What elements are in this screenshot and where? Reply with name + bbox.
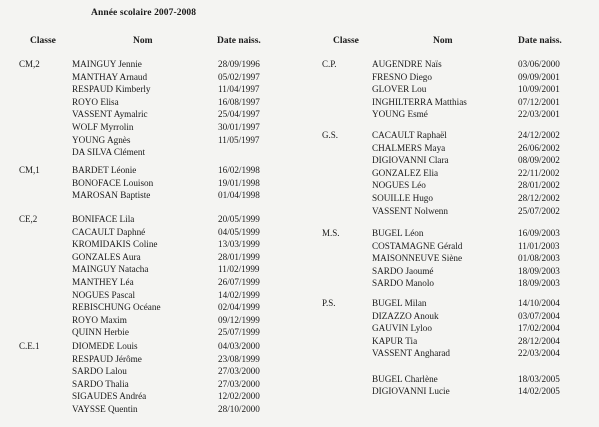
student-name: SARDO Jaoumé — [372, 265, 434, 276]
student-name: MANTHEY Léa — [72, 277, 134, 287]
student-name: DIOMEDE Louis — [72, 341, 138, 351]
class-label: CE,2 — [19, 214, 38, 224]
student-name: DIGIOVANNI Lucie — [372, 386, 450, 397]
student-name: FRESNO Diego — [372, 71, 432, 82]
birth-date: 11/04/1997 — [218, 84, 260, 95]
birth-date: 14/10/2004 — [518, 298, 560, 308]
page-title: Année scolaire 2007-2008 — [91, 8, 197, 18]
student-name: GLOVER Lou — [372, 84, 427, 95]
birth-date: 16/09/2003 — [518, 228, 560, 238]
birth-date: 26/06/2002 — [518, 142, 560, 153]
birth-date: 18/09/2003 — [518, 265, 560, 276]
birth-date: 27/03/2000 — [218, 366, 260, 377]
student-name: ROYO Maxim — [72, 314, 127, 325]
birth-date: 26/07/1999 — [218, 277, 260, 287]
birth-date: 16/02/1998 — [218, 165, 260, 175]
student-name: SIGAUDES Andréa — [72, 391, 147, 402]
birth-date: 25/07/1999 — [218, 327, 260, 338]
student-name: DA SILVA Clément — [72, 147, 145, 158]
birth-date: 11/05/1997 — [218, 134, 260, 145]
student-name: SARDO Manolo — [372, 278, 435, 289]
student-name: GONZALES Aura — [72, 251, 141, 262]
header-classe-left: Classe — [30, 36, 56, 46]
student-name: MAINGUY Natacha — [72, 264, 149, 275]
student-name: BONIFACE Lila — [72, 214, 135, 224]
student-name: DIGIOVANNI Clara — [372, 155, 449, 166]
student-name: WOLF Myrrolin — [72, 122, 134, 132]
birth-date: 18/03/2005 — [518, 373, 560, 384]
student-name: NOGUES Pascal — [72, 289, 136, 300]
birth-date: 28/01/1999 — [218, 251, 260, 262]
student-name: GAUVIN Lyloo — [372, 323, 432, 334]
student-name: BUGEL Charlène — [372, 373, 438, 384]
student-name: VAYSSE Quentin — [72, 404, 138, 414]
birth-date: 09/09/2001 — [518, 71, 560, 82]
header-classe-right: Classe — [333, 36, 359, 46]
birth-date: 28/10/2000 — [218, 404, 260, 414]
header-date-right: Date naiss. — [518, 36, 562, 46]
birth-date: 30/01/1997 — [218, 122, 260, 132]
birth-date: 28/09/1996 — [218, 59, 260, 69]
class-label: CM,1 — [19, 165, 40, 175]
header-nom-left: Nom — [133, 36, 153, 46]
birth-date: 05/02/1997 — [218, 71, 260, 82]
header-date-left: Date naiss. — [217, 36, 261, 46]
student-name: SARDO Lalou — [72, 366, 127, 377]
student-name: INGHILTERRA Matthias — [372, 96, 467, 107]
student-name: SARDO Thalia — [72, 378, 129, 389]
class-label: C.E.1 — [19, 341, 40, 351]
birth-date: 27/03/2000 — [218, 378, 260, 389]
birth-date: 08/09/2002 — [518, 155, 560, 166]
class-label: P.S. — [322, 298, 336, 308]
birth-date: 16/08/1997 — [218, 96, 260, 107]
birth-date: 22/11/2002 — [518, 167, 560, 178]
birth-date: 25/07/2002 — [518, 205, 560, 216]
student-name: MAISONNEUVE Siène — [372, 253, 463, 264]
student-name: DIZAZZO Anouk — [372, 310, 439, 321]
birth-date: 28/12/2004 — [518, 335, 560, 346]
birth-date: 10/09/2001 — [518, 84, 560, 95]
birth-date: 13/03/1999 — [218, 239, 260, 250]
student-name: QUINN Herbie — [72, 327, 129, 338]
class-label: CM,2 — [19, 59, 40, 69]
student-name: BUGEL Milan — [372, 298, 427, 308]
birth-date: 11/02/1999 — [218, 264, 260, 275]
student-name: ROYO Elisa — [72, 96, 119, 107]
student-name: BARDET Léonie — [72, 165, 137, 175]
birth-date: 17/02/2004 — [518, 323, 560, 334]
birth-date: 03/07/2004 — [518, 310, 560, 321]
student-name: VASSENT Nolwenn — [372, 205, 448, 216]
birth-date: 01/04/1998 — [218, 190, 260, 201]
birth-date: 04/03/2000 — [218, 341, 260, 351]
student-name: AUGENDRE Naïs — [372, 59, 442, 69]
birth-date: 14/02/1999 — [218, 289, 260, 300]
student-name: MANTHAY Arnaud — [72, 71, 148, 82]
birth-date: 25/04/1997 — [218, 109, 260, 120]
student-name: YOUNG Agnès — [72, 134, 131, 145]
student-name: YOUNG Esmé — [372, 109, 428, 120]
birth-date: 24/12/2002 — [518, 130, 560, 140]
student-name: CACAULT Raphaël — [372, 130, 447, 140]
student-name: COSTAMAGNE Gérald — [372, 240, 463, 251]
header-nom-right: Nom — [433, 36, 453, 46]
birth-date: 04/05/1999 — [218, 226, 260, 237]
student-name: KAPUR Tia — [372, 335, 418, 346]
birth-date: 12/02/2000 — [218, 391, 260, 402]
student-name: MAINGUY Jennie — [72, 59, 142, 69]
birth-date: 28/12/2002 — [518, 193, 560, 203]
student-name: RESPAUD Jérôme — [72, 353, 142, 364]
birth-date: 28/01/2002 — [518, 180, 560, 191]
student-name: SOUILLE Hugo — [372, 193, 433, 203]
birth-date: 07/12/2001 — [518, 96, 560, 107]
birth-date: 11/01/2003 — [518, 240, 560, 251]
class-label: C.P. — [322, 59, 337, 69]
birth-date: 23/08/1999 — [218, 353, 260, 364]
student-name: CHALMERS Maya — [372, 142, 446, 153]
student-name: BUGEL Léon — [372, 228, 424, 238]
student-name: RESPAUD Kimberly — [72, 84, 151, 95]
birth-date: 01/08/2003 — [518, 253, 560, 264]
student-name: VASSENT Angharad — [372, 348, 451, 359]
birth-date: 02/04/1999 — [218, 302, 260, 313]
student-name: CACAULT Daphné — [72, 226, 146, 237]
birth-date: 19/01/1998 — [218, 177, 260, 188]
student-name: REBISCHUNG Océane — [72, 302, 161, 313]
birth-date: 20/05/1999 — [218, 214, 260, 224]
class-label: G.S. — [322, 130, 339, 140]
birth-date: 03/06/2000 — [518, 59, 560, 69]
student-name: BONOFACE Louison — [72, 177, 154, 188]
student-name: GONZALEZ Elia — [372, 167, 439, 178]
birth-date: 22/03/2001 — [518, 109, 560, 120]
birth-date: 14/02/2005 — [518, 386, 560, 397]
student-name: MAROSAN Baptiste — [72, 190, 151, 201]
student-name: KROMIDAKIS Coline — [72, 239, 158, 250]
birth-date: 18/09/2003 — [518, 278, 560, 289]
birth-date: 22/03/2004 — [518, 348, 560, 359]
student-name: VASSENT Aymalric — [72, 109, 148, 120]
student-name: NOGUES Léo — [372, 180, 426, 191]
birth-date: 09/12/1999 — [218, 314, 260, 325]
class-label: M.S. — [322, 228, 340, 238]
